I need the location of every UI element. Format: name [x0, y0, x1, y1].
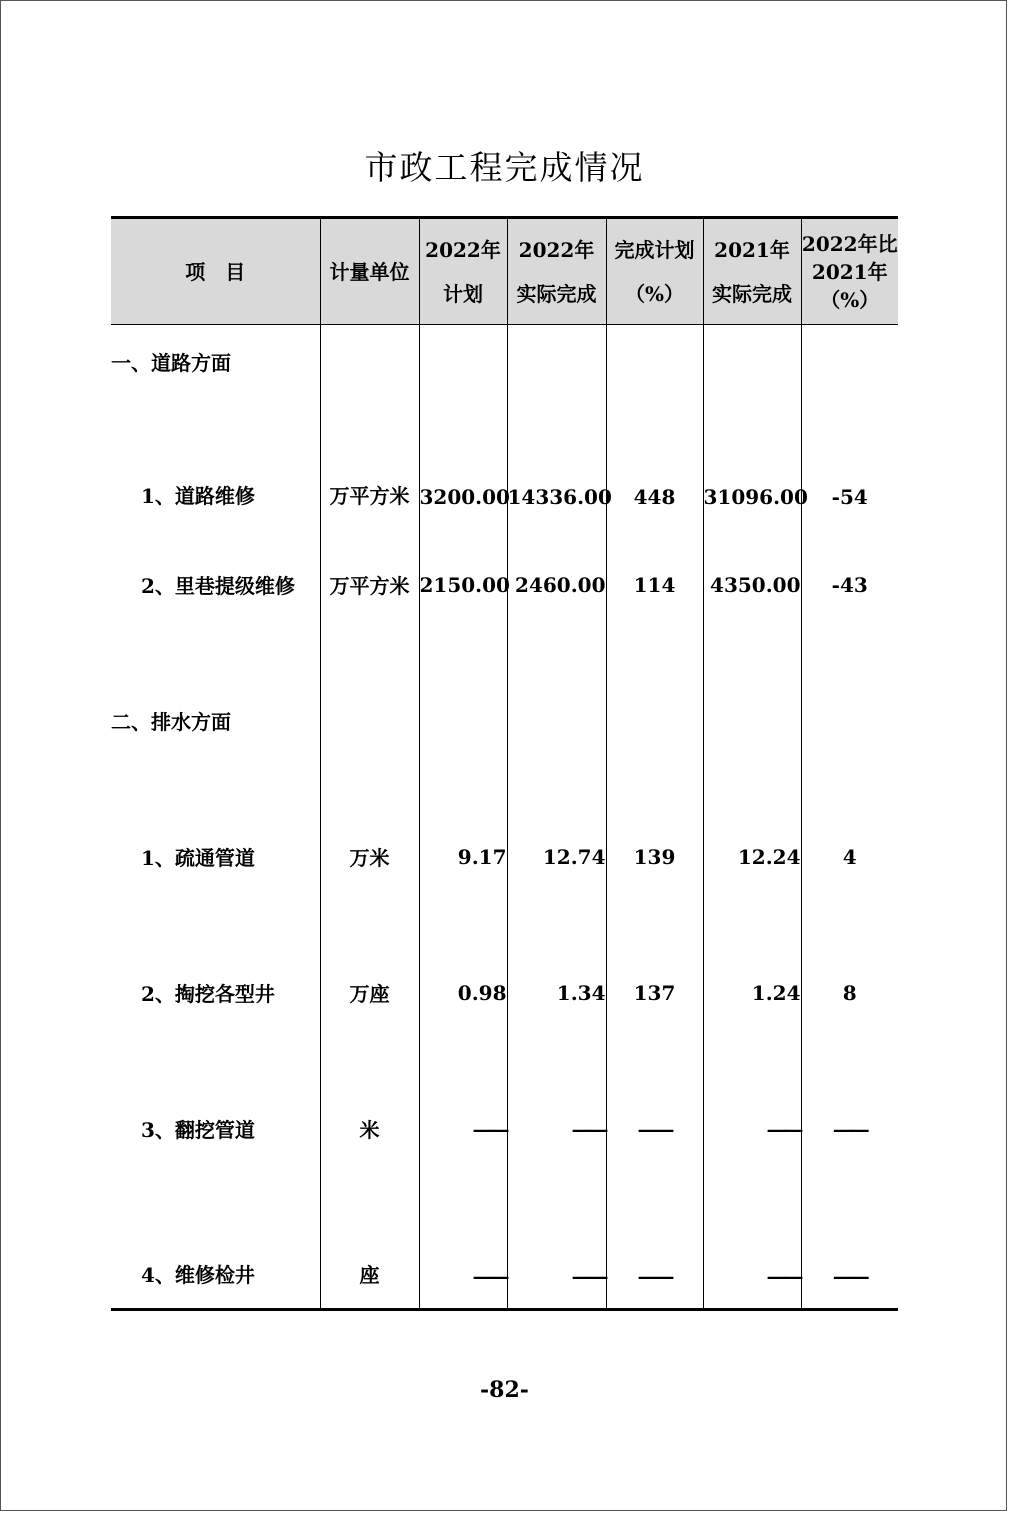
dash-value: ——	[472, 1116, 507, 1141]
header-yoy-line1: 2022年比	[801, 231, 898, 256]
header-actual-2022-line2: 实际完成	[516, 281, 597, 306]
row-plan-2022	[419, 325, 507, 405]
table-row	[111, 517, 898, 653]
row-item: 1、疏通管道	[111, 789, 320, 925]
dash-value: ——	[571, 1264, 606, 1288]
header-plan-2022-line2: 计划	[443, 281, 483, 306]
row-actual-2022: 1.34	[507, 925, 606, 1061]
row-yoy	[801, 653, 898, 789]
row-plan-rate: 137	[606, 925, 703, 1061]
header-unit-label: 计量单位	[329, 259, 410, 284]
row-actual-2022	[507, 325, 606, 405]
row-actual-2021	[703, 1061, 801, 1197]
statistics-table	[111, 216, 898, 1311]
header-item-label: 项 目	[185, 259, 246, 284]
row-actual-2021: 12.24	[703, 789, 801, 925]
dash-value: ——	[571, 1116, 606, 1141]
table-row	[111, 925, 898, 1061]
row-actual-2021: 1.24	[703, 925, 801, 1061]
dash-value: ——	[766, 1264, 801, 1288]
header-unit	[320, 218, 419, 325]
table-row	[111, 1061, 898, 1197]
table-row	[111, 789, 898, 925]
header-actual-2021	[703, 218, 801, 325]
row-unit: 米	[320, 1061, 419, 1197]
table-row	[111, 653, 898, 789]
row-actual-2021: 31096.00	[703, 405, 801, 517]
dash-value: ——	[637, 1264, 672, 1288]
row-unit: 万平方米	[320, 405, 419, 517]
header-plan-2022-line1: 2022年	[425, 237, 501, 262]
header-actual-2021-line1: 2021年	[714, 237, 790, 262]
row-yoy	[801, 1061, 898, 1197]
row-actual-2021	[703, 1197, 801, 1310]
header-actual-2022-line1: 2022年	[518, 237, 595, 262]
header-yoy	[801, 218, 898, 325]
row-item: 3、翻挖管道	[111, 1061, 320, 1197]
row-yoy	[801, 1197, 898, 1310]
row-actual-2022	[507, 1197, 606, 1310]
dash-value: ——	[637, 1116, 672, 1141]
header-item	[111, 218, 320, 325]
header-yoy-line2: 2021年	[811, 259, 888, 284]
row-actual-2022	[507, 1061, 606, 1197]
row-plan-rate	[606, 1197, 703, 1310]
row-actual-2022	[507, 653, 606, 789]
row-actual-2021: 4350.00	[703, 517, 801, 653]
row-item: 4、维修检井	[111, 1197, 320, 1310]
dash-value: ——	[472, 1264, 507, 1288]
row-plan-2022	[419, 653, 507, 789]
dash-value: ——	[766, 1116, 801, 1141]
row-yoy: -54	[801, 405, 898, 517]
row-unit	[320, 325, 419, 405]
table-row	[111, 1197, 898, 1310]
row-unit: 万平方米	[320, 517, 419, 653]
dash-value: ——	[832, 1264, 867, 1288]
row-unit: 万座	[320, 925, 419, 1061]
row-plan-2022	[419, 1197, 507, 1310]
header-plan-2022	[419, 218, 507, 325]
row-actual-2022: 14336.00	[507, 405, 606, 517]
row-actual-2021	[703, 653, 801, 789]
row-plan-2022: 0.98	[419, 925, 507, 1061]
row-unit: 座	[320, 1197, 419, 1310]
row-plan-rate	[606, 325, 703, 405]
row-plan-2022	[419, 1061, 507, 1197]
row-plan-rate: 114	[606, 517, 703, 653]
row-yoy: 4	[801, 789, 898, 925]
header-yoy-line3: （%）	[820, 287, 880, 312]
dash-value: ——	[832, 1116, 867, 1141]
row-actual-2022: 2460.00	[507, 517, 606, 653]
row-yoy	[801, 325, 898, 405]
header-plan-rate	[606, 218, 703, 325]
row-plan-2022: 9.17	[419, 789, 507, 925]
row-plan-rate: 139	[606, 789, 703, 925]
row-plan-rate: 448	[606, 405, 703, 517]
row-unit: 万米	[320, 789, 419, 925]
row-plan-2022: 2150.00	[419, 517, 507, 653]
header-plan-rate-line1: 完成计划	[614, 237, 695, 262]
header-actual-2021-line2: 实际完成	[712, 281, 792, 306]
row-item: 2、里巷提级维修	[111, 517, 320, 653]
row-item: 一、道路方面	[111, 325, 320, 405]
row-item: 2、掏挖各型井	[111, 925, 320, 1061]
row-yoy: -43	[801, 517, 898, 653]
row-item: 1、道路维修	[111, 405, 320, 517]
row-plan-rate	[606, 653, 703, 789]
header-plan-rate-line2: （%）	[624, 281, 684, 306]
row-unit	[320, 653, 419, 789]
header-actual-2022	[507, 218, 606, 325]
row-item: 二、排水方面	[111, 653, 320, 789]
page-title: 市政工程完成情况	[364, 148, 645, 187]
row-actual-2021	[703, 325, 801, 405]
table-header-row	[111, 218, 898, 325]
page-number: -82-	[480, 1377, 529, 1403]
row-plan-2022: 3200.00	[419, 405, 507, 517]
row-plan-rate	[606, 1061, 703, 1197]
row-actual-2022: 12.74	[507, 789, 606, 925]
row-yoy: 8	[801, 925, 898, 1061]
table-row	[111, 325, 898, 405]
table-row	[111, 405, 898, 517]
